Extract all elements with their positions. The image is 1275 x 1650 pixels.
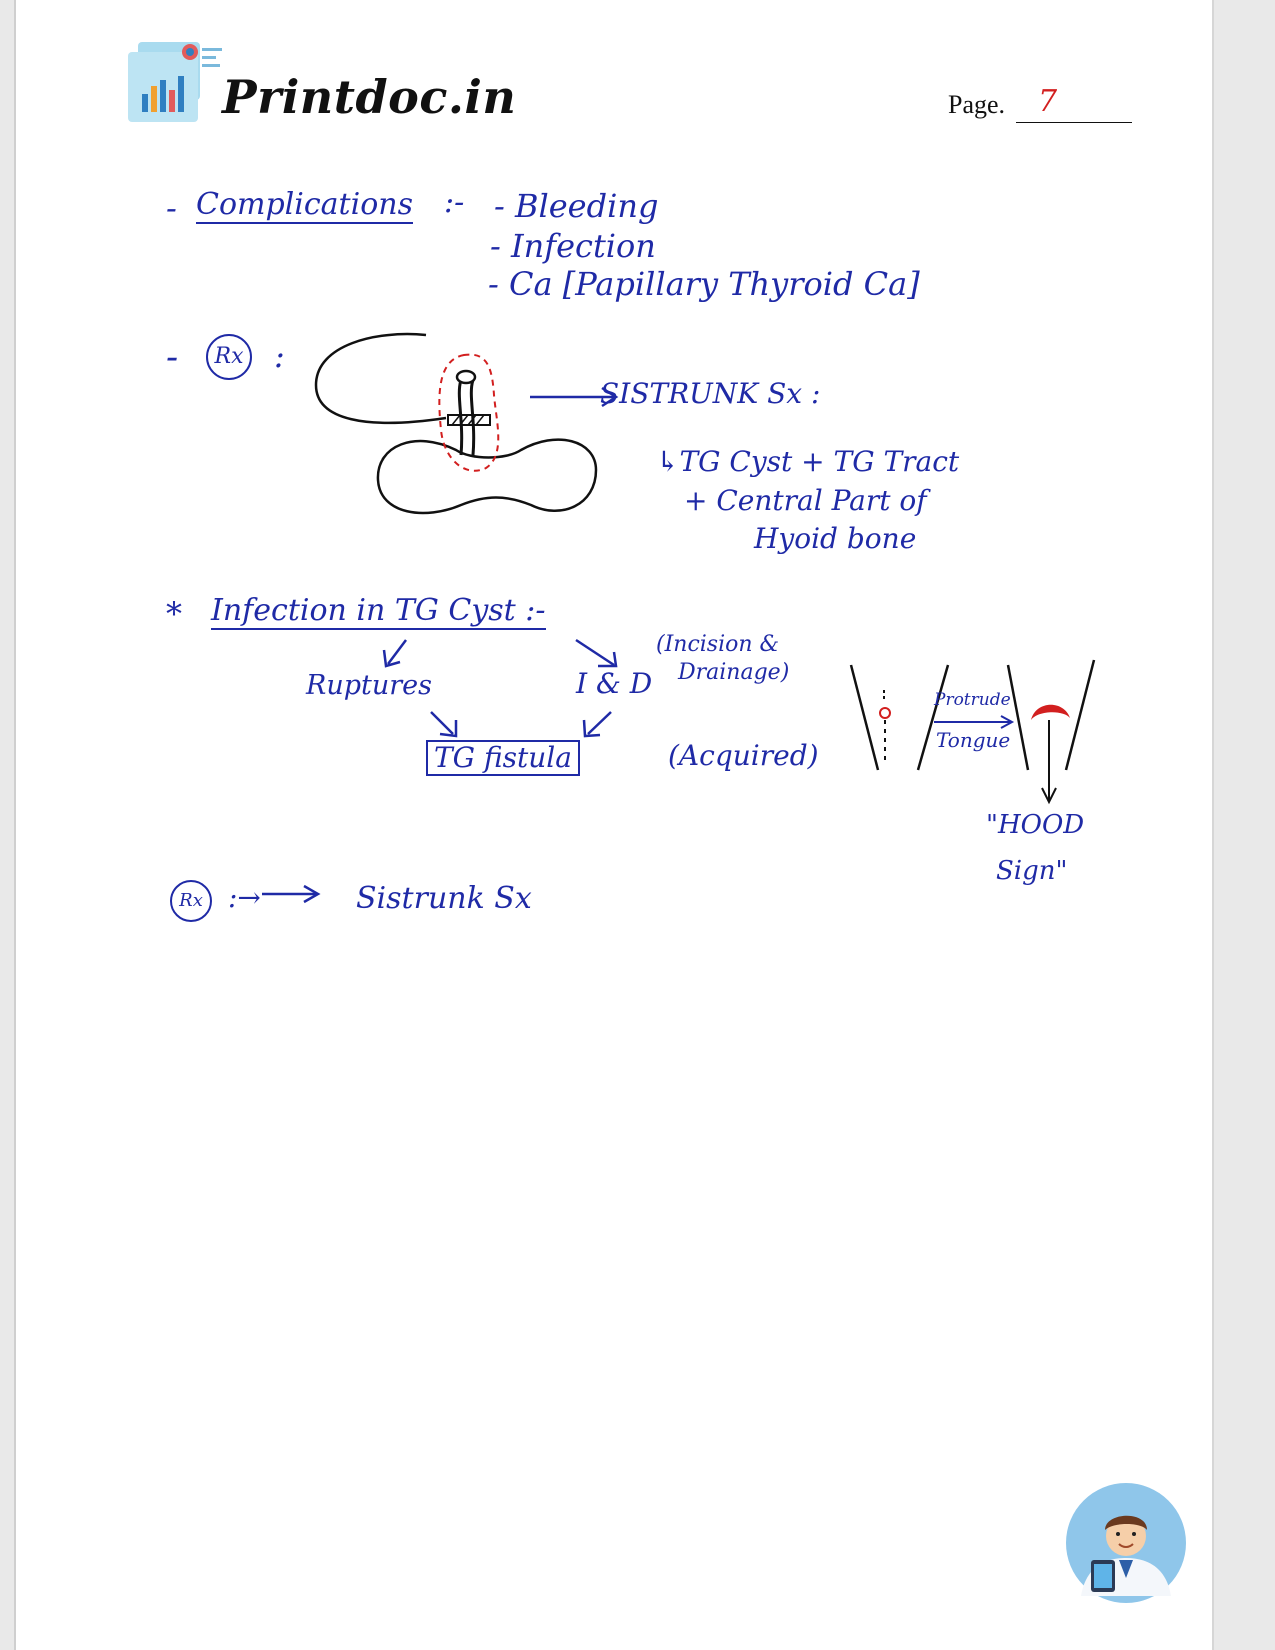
hood-sign-2: Sign" — [996, 856, 1068, 886]
complication-item-bleeding: - Bleeding — [494, 187, 659, 225]
tongue-outline — [316, 334, 446, 423]
protrude-label: Protrude — [934, 690, 1011, 710]
ruptures-label: Ruptures — [306, 670, 432, 701]
page-label: Page. — [948, 90, 1006, 119]
neck-right-1 — [1008, 665, 1028, 770]
doctor-avatar-icon — [1061, 1478, 1191, 1608]
infection-heading: Infection in TG Cyst :- — [211, 593, 546, 628]
rx-symbol: Rx — [206, 334, 252, 380]
rx-colon: : — [274, 337, 285, 375]
complication-item-infection: - Infection — [490, 227, 656, 265]
neck-left-1 — [851, 665, 878, 770]
neck-left-2 — [918, 665, 948, 770]
neck-right-2 — [1066, 660, 1094, 770]
brand-name: Printdoc.in — [222, 70, 517, 124]
tg-cyst — [457, 371, 475, 383]
complication-item-ca: - Ca [Papillary Thyroid Ca] — [488, 265, 920, 303]
rx-final-colon: :→ — [228, 881, 261, 914]
page-number: 7 — [1038, 84, 1058, 119]
tg-cyst-marker — [880, 708, 890, 718]
rx-final-circle — [170, 880, 212, 922]
hood-red-mark — [1031, 705, 1070, 720]
rx-dash: - — [166, 337, 179, 378]
rx-final-symbol: Rx — [170, 880, 212, 922]
thyroid-gland-outline — [378, 440, 596, 513]
sistrunk-detail-2: + Central Part of — [684, 484, 927, 517]
rx-final-text: Sistrunk Sx — [356, 881, 532, 916]
acquired-label: (Acquired) — [668, 739, 819, 772]
arrow-to-id — [576, 640, 614, 665]
incision-note-1: (Incision & — [656, 632, 780, 657]
arrow-ruptures-to-fistula — [431, 712, 453, 734]
arrow-id-to-fistula — [588, 712, 611, 734]
complications-heading: Complications — [196, 187, 413, 222]
thyroglossal-tract — [459, 380, 461, 455]
complications-colon: :- — [444, 185, 465, 220]
document-page — [14, 0, 1214, 1650]
id-label: I & D — [576, 667, 653, 700]
tg-fistula-box: TG fistula — [426, 740, 580, 776]
sistrunk-label: SISTRUNK Sx : — [600, 377, 821, 410]
incision-note-2: Drainage) — [678, 660, 790, 685]
sistrunk-detail-3: Hyoid bone — [754, 522, 917, 555]
sistrunk-detail-1: ↳TG Cyst + TG Tract — [656, 445, 960, 478]
complications-dash: - — [166, 189, 177, 227]
arrow-to-ruptures — [388, 640, 406, 664]
tongue-label: Tongue — [936, 728, 1011, 752]
infection-star: * — [166, 595, 182, 633]
hood-sign-1: "HOOD — [986, 810, 1085, 840]
